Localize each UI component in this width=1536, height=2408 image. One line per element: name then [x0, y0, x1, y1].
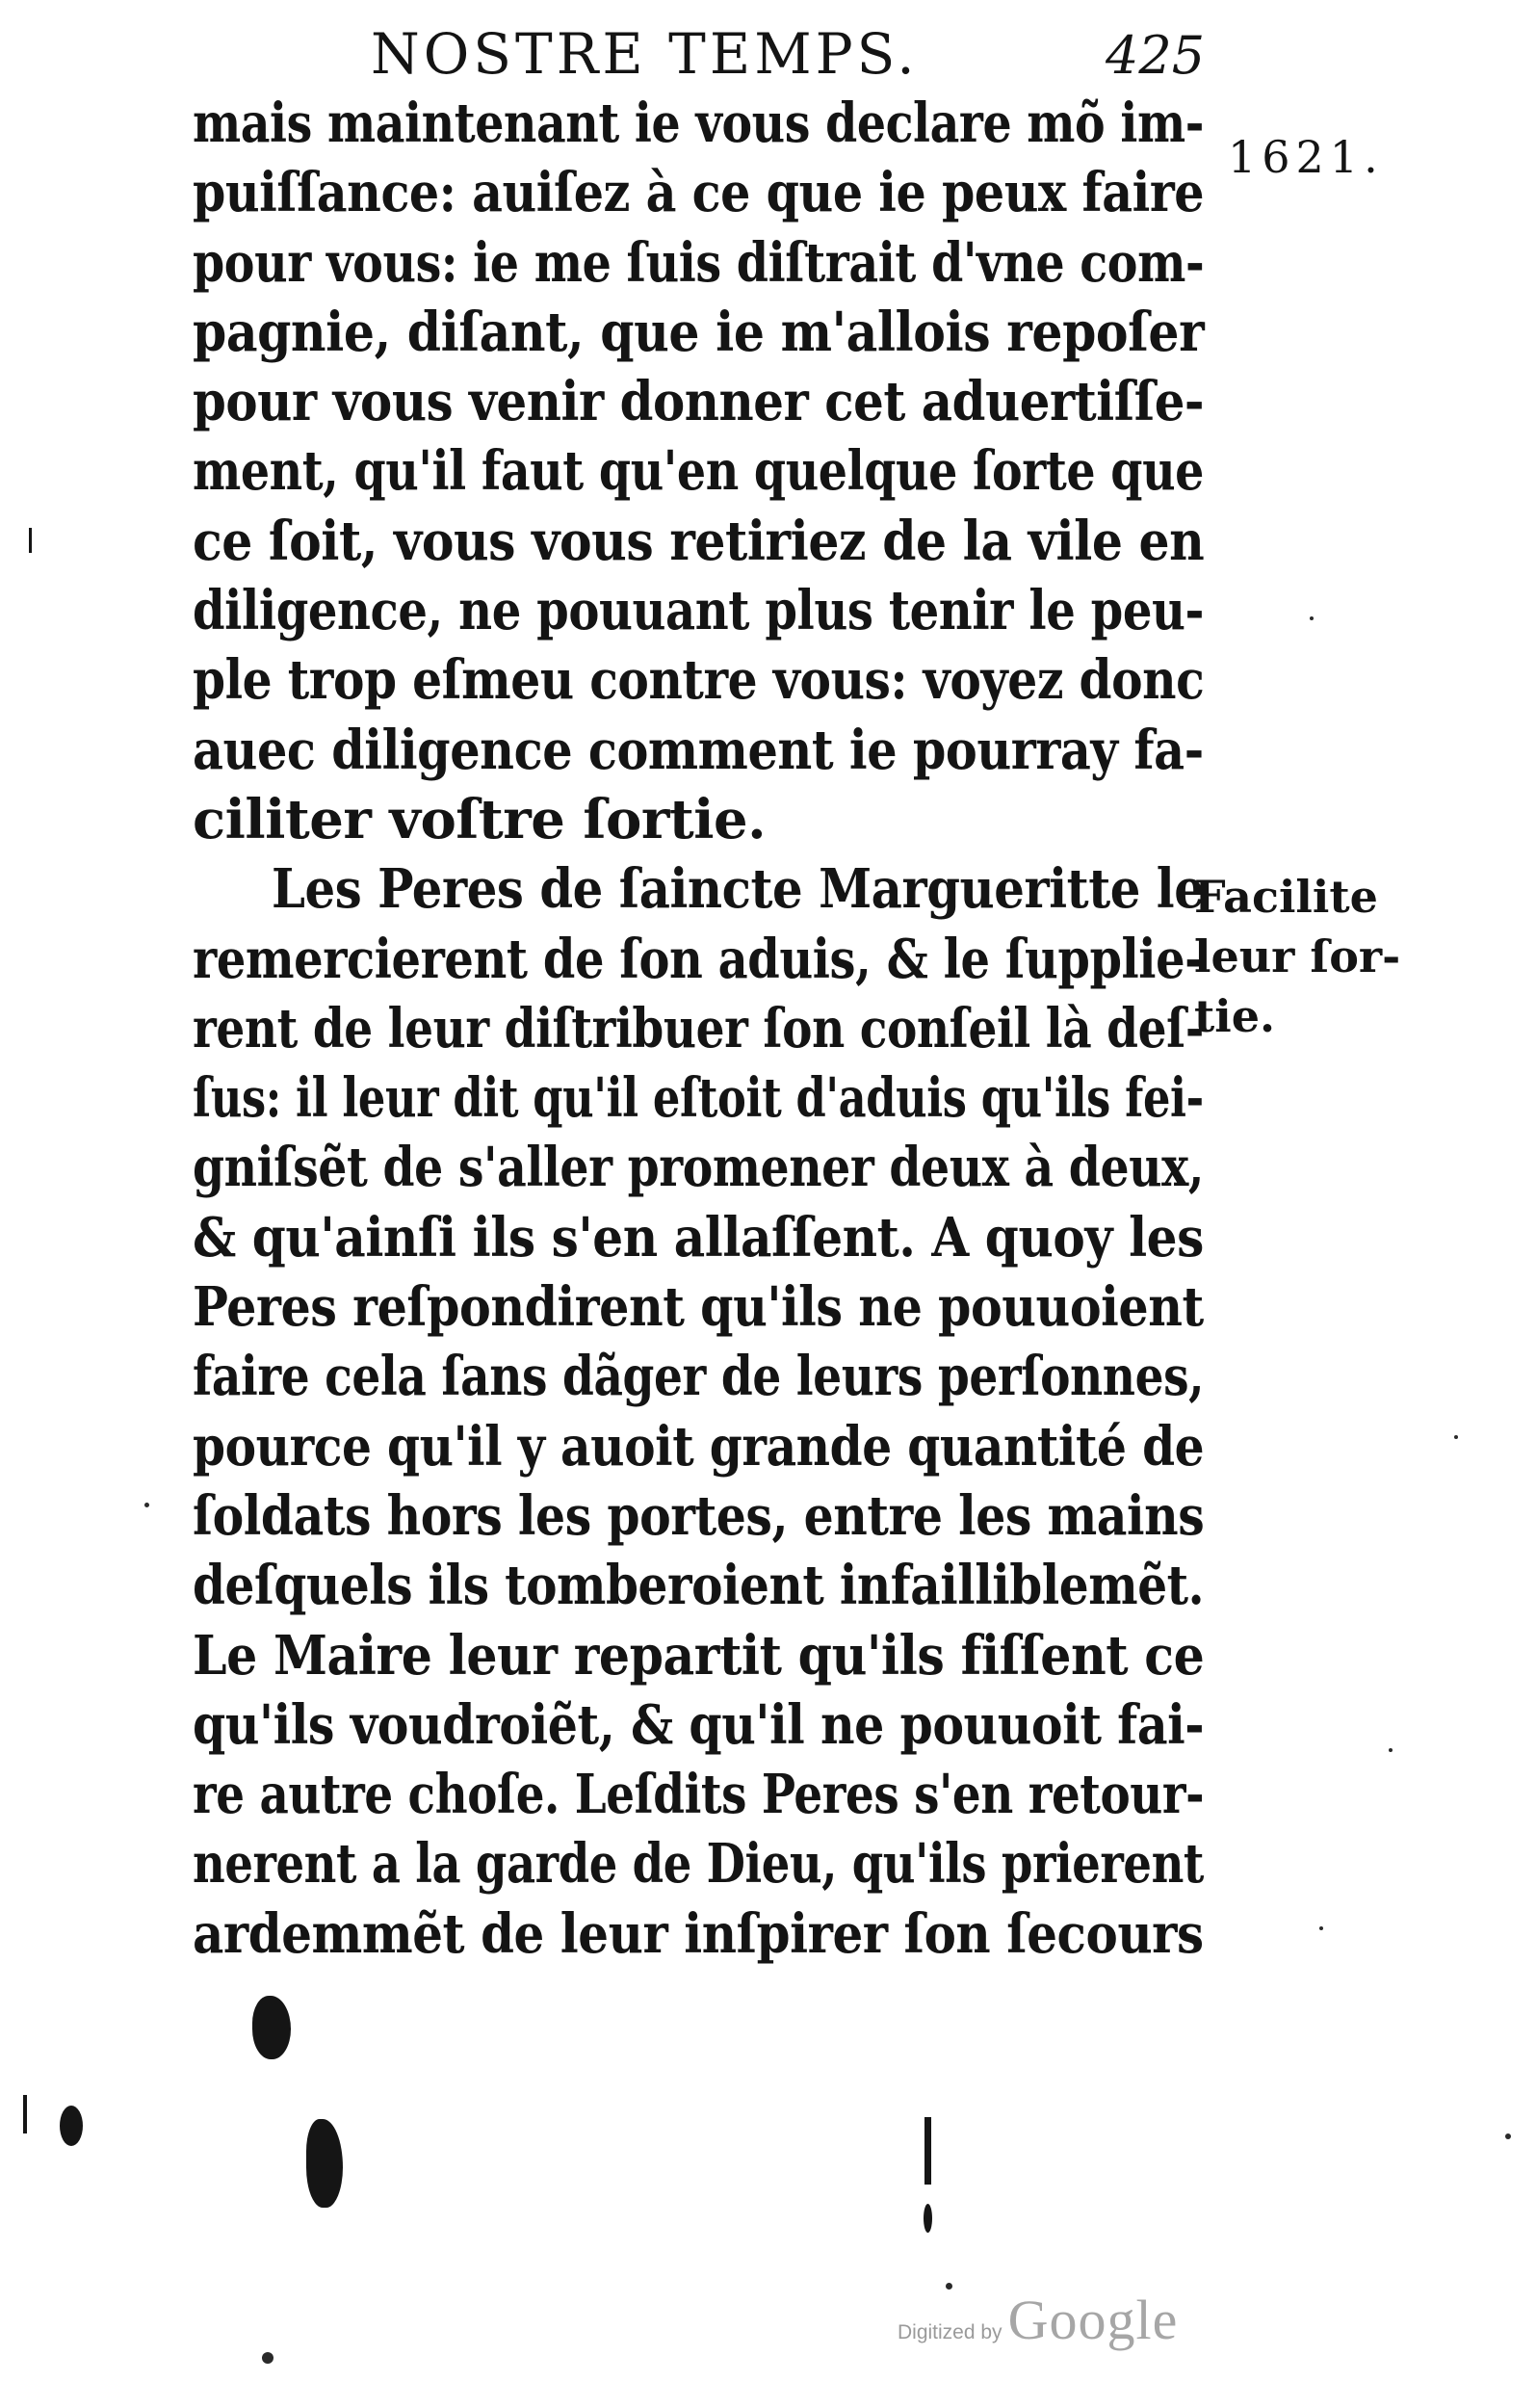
ink-blot [29, 528, 32, 553]
text-line: re autre choſe. Leſdits Peres s'en retour- [193, 1763, 1205, 1827]
ink-blot [23, 2095, 27, 2133]
margin-note [1194, 867, 1435, 1046]
speck [144, 1503, 149, 1507]
text-line: qu'ils voudroiẽt, & qu'il ne pouuoit fai- [193, 1692, 1205, 1757]
text-line: remercierent de ſon aduis, & le ſupplie- [193, 927, 1204, 991]
text-line: pource qu'il y auoit grande quantité de [193, 1414, 1205, 1479]
speck [1310, 616, 1314, 620]
text-line: deſquels ils tomberoient infailliblemẽt. [193, 1554, 1205, 1618]
ink-blot [306, 2119, 343, 2208]
text-line: gniſsẽt de s'aller promener deux à deux, [193, 1136, 1204, 1200]
text-line: pagnie, diſant, que ie m'allois repoſer [193, 300, 1205, 364]
text-line: diligence, ne pouuant plus tenir le peu- [193, 579, 1205, 643]
text-line: & qu'ainſi ils s'en allaſſent. A quoy les [193, 1205, 1204, 1269]
ink-blot [924, 2117, 931, 2185]
margin-note-line: tie. [1194, 990, 1276, 1042]
text-line: ment, qu'il faut qu'en quelque ſorte que [193, 439, 1204, 504]
margin-note-line: leur ſor- [1194, 930, 1401, 982]
text-line: ſoldats hors les portes, entre les mains [193, 1483, 1205, 1548]
margin-year: 1621. [1228, 131, 1384, 183]
ink-blot [60, 2106, 83, 2146]
text-line: nerent a la garde de Dieu, qu'ils prierent [193, 1832, 1204, 1897]
text-line: auec diligence comment ie pourray fa- [193, 718, 1204, 782]
ink-blot [924, 2204, 932, 2233]
margin-note-line: Facilite [1194, 871, 1378, 923]
text-line: ce ſoit, vous vous retiriez de la vile en [193, 509, 1205, 573]
speck [1319, 1926, 1323, 1930]
text-line: Peres reſpondirent qu'ils ne pouuoient [193, 1275, 1204, 1340]
text-line: ple trop eſmeu contre vous: voyez donc [193, 648, 1205, 713]
running-title: NOSTRE TEMPS. [371, 21, 919, 87]
paragraph-start-line: Les Peres de ſaincte Margueritte le [272, 857, 1205, 922]
speck [1505, 2133, 1511, 2139]
text-line: rent de leur diſtribuer ſon conſeil là deſ- [193, 996, 1204, 1060]
text-line: mais maintenant ie vous declare mõ im- [193, 92, 1204, 155]
watermark-prefix: Digitized by [898, 2321, 1002, 2343]
speck [1454, 1435, 1458, 1439]
page-number: 425 [1106, 25, 1206, 86]
text-line: ardemmẽt de leur inſpirer ſon ſecours [193, 1901, 1204, 1966]
digitization-watermark [898, 2288, 1178, 2352]
text-line: ſus: il leur dit qu'il eſtoit d'aduis qu'ils fei- [193, 1066, 1204, 1131]
ink-blot [252, 1996, 291, 2059]
text-line: puiſſance: auiſez à ce que ie peux faire [193, 161, 1205, 225]
body-text [193, 89, 1204, 1969]
text-line: ciliter voſtre ſortie. [193, 787, 767, 851]
google-logo: Google [1007, 2289, 1179, 2351]
speck [1389, 1748, 1393, 1752]
text-line: faire cela ſans dãger de leurs perſonnes, [193, 1345, 1205, 1409]
text-line: Le Maire leur repartit qu'ils fiſſent ce [193, 1623, 1205, 1688]
speck [262, 2352, 273, 2364]
text-line: pour vous: ie me ſuis diſtrait d'vne com- [193, 230, 1205, 295]
text-line: pour vous venir donner cet aduertiſſe- [193, 370, 1205, 434]
